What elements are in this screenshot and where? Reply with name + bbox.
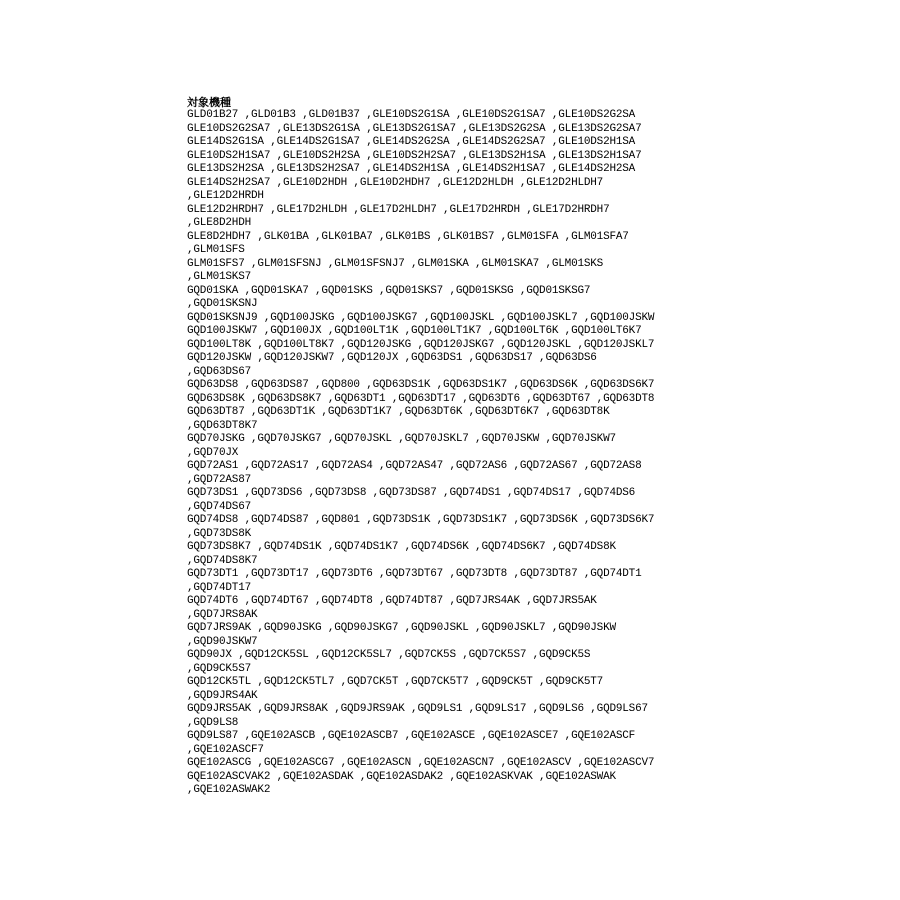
model-list-line: GQE102ASCG ,GQE102ASCG7 ,GQE102ASCN ,GQE102ASCN7 ,GQE102ASCV ,GQE102ASCV7 xyxy=(187,757,655,769)
model-list-line: GLE13DS2H2SA ,GLE13DS2H2SA7 ,GLE14DS2H1SA ,GLE14DS2H1SA7 ,GLE14DS2H2SA xyxy=(187,163,636,175)
model-list-line: GQD73DS1 ,GQD73DS6 ,GQD73DS8 ,GQD73DS87 ,GQD74DS1 ,GQD74DS17 ,GQD74DS6 xyxy=(187,487,636,499)
model-list-line: ,GQD74DT17 xyxy=(187,581,252,594)
model-list-line: ,GQD74DS8K7 xyxy=(187,554,258,567)
model-list-line: ,GQD9JRS4AK xyxy=(187,689,258,702)
model-list-line: GQD72AS1 ,GQD72AS17 ,GQD72AS4 ,GQD72AS47 ,GQD72AS6 ,GQD72AS67 ,GQD72AS8 xyxy=(187,460,642,472)
model-list-line: GLD01B27 ,GLD01B3 ,GLD01B37 ,GLE10DS2G1SA ,GLE10DS2G1SA7 ,GLE10DS2G2SA xyxy=(187,109,636,121)
model-list-line: ,GLM01SKS7 xyxy=(187,271,252,283)
model-list-line: GLE8D2HDH7 ,GLK01BA ,GLK01BA7 ,GLK01BS ,GLK01BS7 ,GLM01SFA ,GLM01SFA7 xyxy=(187,230,629,243)
model-list xyxy=(187,109,887,798)
model-list-line: GQE102ASCVAK2 ,GQE102ASDAK ,GQE102ASDAK2 ,GQE102ASKVAK ,GQE102ASWAK xyxy=(187,770,616,783)
model-list-line: ,GQE102ASWAK2 xyxy=(187,784,271,796)
model-list-line: GQD100LT8K ,GQD100LT8K7 ,GQD120JSKG ,GQD120JSKG7 ,GQD120JSKL ,GQD120JSKL7 xyxy=(187,338,655,351)
model-list-line: ,GQD7JRS8AK xyxy=(187,608,258,621)
model-list-line: ,GQD9LS8 xyxy=(187,716,239,729)
model-list-line: GQD100JSKW7 ,GQD100JX ,GQD100LT1K ,GQD100LT1K7 ,GQD100LT6K ,GQD100LT6K7 xyxy=(187,325,642,337)
model-list-line: ,GQD63DT8K7 xyxy=(187,419,258,432)
model-list-line: ,GQD63DS67 xyxy=(187,365,252,378)
model-list-line: ,GQD01SKSNJ xyxy=(187,298,258,310)
model-list-line: GQD01SKA ,GQD01SKA7 ,GQD01SKS ,GQD01SKS7 ,GQD01SKSG ,GQD01SKSG7 xyxy=(187,284,591,297)
page-title: 対象機種 xyxy=(187,96,231,109)
model-list-line: GQD73DT1 ,GQD73DT17 ,GQD73DT6 ,GQD73DT67 ,GQD73DT8 ,GQD73DT87 ,GQD74DT1 xyxy=(187,568,642,580)
model-list-line: ,GQD90JSKW7 xyxy=(187,635,258,648)
model-list-line: GQD73DS8K7 ,GQD74DS1K ,GQD74DS1K7 ,GQD74DS6K ,GQD74DS6K7 ,GQD74DS8K xyxy=(187,541,616,553)
model-list-line: ,GQD74DS67 xyxy=(187,500,252,513)
model-list-line: GLE10DS2H1SA7 ,GLE10DS2H2SA ,GLE10DS2H2SA7 ,GLE13DS2H1SA ,GLE13DS2H1SA7 xyxy=(187,149,642,162)
model-list-line: GQD74DT6 ,GQD74DT67 ,GQD74DT8 ,GQD74DT87 ,GQD7JRS4AK ,GQD7JRS5AK xyxy=(187,595,597,607)
document-body xyxy=(187,96,887,798)
model-list-line: GQD90JX ,GQD12CK5SL ,GQD12CK5SL7 ,GQD7CK5S ,GQD7CK5S7 ,GQD9CK5S xyxy=(187,649,591,661)
model-list-line: ,GQD9CK5S7 xyxy=(187,662,252,675)
model-list-line: GLM01SFS7 ,GLM01SFSNJ ,GLM01SFSNJ7 ,GLM01SKA ,GLM01SKA7 ,GLM01SKS xyxy=(187,257,604,270)
model-list-line: GQD120JSKW ,GQD120JSKW7 ,GQD120JX ,GQD63DS1 ,GQD63DS17 ,GQD63DS6 xyxy=(187,352,597,364)
model-list-line: ,GLM01SFS xyxy=(187,244,245,256)
model-list-line: ,GLE8D2HDH xyxy=(187,217,252,229)
model-list-line: ,GQD73DS8K xyxy=(187,527,252,540)
model-list-line: GLE14DS2H2SA7 ,GLE10D2HDH ,GLE10D2HDH7 ,GLE12D2HLDH ,GLE12D2HLDH7 xyxy=(187,176,604,189)
model-list-line: GQD01SKSNJ9 ,GQD100JSKG ,GQD100JSKG7 ,GQD100JSKL ,GQD100JSKL7 ,GQD100JSKW xyxy=(187,311,655,324)
model-list-line: ,GQD70JX xyxy=(187,446,239,459)
model-list-line: GLE10DS2G2SA7 ,GLE13DS2G1SA ,GLE13DS2G1SA7 ,GLE13DS2G2SA ,GLE13DS2G2SA7 xyxy=(187,122,642,135)
model-list-line: GQD9LS87 ,GQE102ASCB ,GQE102ASCB7 ,GQE102ASCE ,GQE102ASCE7 ,GQE102ASCF xyxy=(187,730,636,742)
model-list-line: GLE12D2HRDH7 ,GLE17D2HLDH ,GLE17D2HLDH7 ,GLE17D2HRDH ,GLE17D2HRDH7 xyxy=(187,203,610,216)
model-list-line: ,GLE12D2HRDH xyxy=(187,190,264,202)
model-list-line: GQD7JRS9AK ,GQD90JSKG ,GQD90JSKG7 ,GQD90JSKL ,GQD90JSKL7 ,GQD90JSKW xyxy=(187,622,616,634)
model-list-line: GQD12CK5TL ,GQD12CK5TL7 ,GQD7CK5T ,GQD7CK5T7 ,GQD9CK5T ,GQD9CK5T7 xyxy=(187,676,604,688)
model-list-line: GQD70JSKG ,GQD70JSKG7 ,GQD70JSKL ,GQD70JSKL7 ,GQD70JSKW ,GQD70JSKW7 xyxy=(187,433,616,445)
model-list-line: GQD63DT87 ,GQD63DT1K ,GQD63DT1K7 ,GQD63DT6K ,GQD63DT6K7 ,GQD63DT8K xyxy=(187,406,610,418)
model-list-line: ,GQE102ASCF7 xyxy=(187,743,264,756)
model-list-line: ,GQD72AS87 xyxy=(187,473,252,486)
model-list-line: GQD74DS8 ,GQD74DS87 ,GQD801 ,GQD73DS1K ,GQD73DS1K7 ,GQD73DS6K ,GQD73DS6K7 xyxy=(187,514,655,526)
model-list-line: GQD9JRS5AK ,GQD9JRS8AK ,GQD9JRS9AK ,GQD9LS1 ,GQD9LS17 ,GQD9LS6 ,GQD9LS67 xyxy=(187,703,648,715)
model-list-line: GQD63DS8K ,GQD63DS8K7 ,GQD63DT1 ,GQD63DT17 ,GQD63DT6 ,GQD63DT67 ,GQD63DT8 xyxy=(187,392,655,405)
model-list-line: GQD63DS8 ,GQD63DS87 ,GQD800 ,GQD63DS1K ,GQD63DS1K7 ,GQD63DS6K ,GQD63DS6K7 xyxy=(187,379,655,391)
model-list-line: GLE14DS2G1SA ,GLE14DS2G1SA7 ,GLE14DS2G2SA ,GLE14DS2G2SA7 ,GLE10DS2H1SA xyxy=(187,136,636,148)
